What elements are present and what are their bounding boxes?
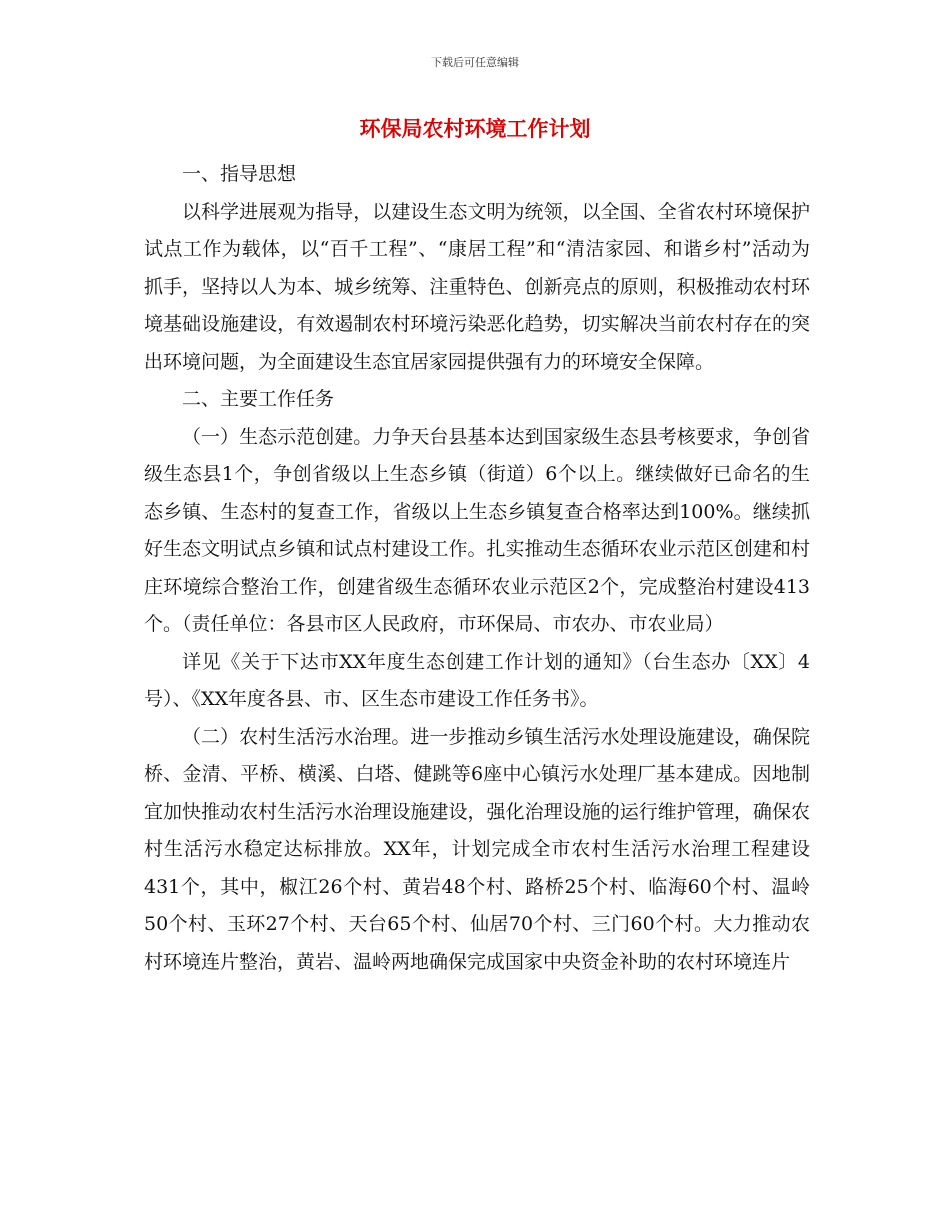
section-heading-guiding-ideology: 一、指导思想 — [182, 163, 297, 185]
paragraph-rural-sewage: （二）农村生活污水治理。进一步推动乡镇生活污水处理设施建设，确保院桥、金清、平桥、横溪、白塔、健跳等6座中心镇污水处理厂基本建成。因地制宜加快推动农村生活污水治理设施建设，强化治理设施的运行维护管理，确保农村生活污水稳定达标排放。XX年，计划完成全市农村生活污水治理工程建设431个，其中，椒江26个村、黄岩48个村、路桥25个村、临海60个村、温岭50个村、玉环27个村、天台65个村、仙居70个村、三门60个村。大力推动农村环境连片整治，黄岩、温岭两地确保完成国家中央资金补助的农村环境连片 — [144, 725, 810, 973]
paragraph-eco-demonstration: （一）生态示范创建。力争天台县基本达到国家级生态县考核要求，争创省级生态县1个，争创省级以上生态乡镇（街道）6个以上。继续做好已命名的生态乡镇、生态村的复查工作，省级以上生态乡镇复查合格率达到100%。继续抓好生态文明试点乡镇和试点村建设工作。扎实推动生态循环农业示范区创建和村庄环境综合整治工作，创建省级生态循环农业示范区2个，完成整治村建设413个。（责任单位：各县市区人民政府，市环保局、市农办、市农业局） — [144, 425, 810, 635]
document-title: 环保局农村环境工作计划 — [359, 116, 591, 141]
document-body — [144, 156, 810, 981]
section-heading-main-tasks: 二、主要工作任务 — [182, 388, 335, 410]
paragraph-reference-documents: 详见《关于下达市XX年度生态创建工作计划的通知》（台生态办〔XX〕4号）、《XX年度各县、市、区生态市建设工作任务书》。 — [144, 650, 810, 710]
paragraph-guiding-ideology: 以科学进展观为指导，以建设生态文明为统领，以全国、全省农村环境保护试点工作为载体，以“百千工程”、“康居工程”和“清洁家园、和谐乡村”活动为抓手，坚持以人为本、城乡统筹、注重特色、创新亮点的原则，积极推动农村环境基础设施建设，有效遏制农村环境污染恶化趋势，切实解决当前农村存在的突出环境问题，为全面建设生态宜居家园提供强有力的环境安全保障。 — [144, 200, 810, 373]
page-header-note: 下载后可任意编辑 — [431, 56, 519, 69]
